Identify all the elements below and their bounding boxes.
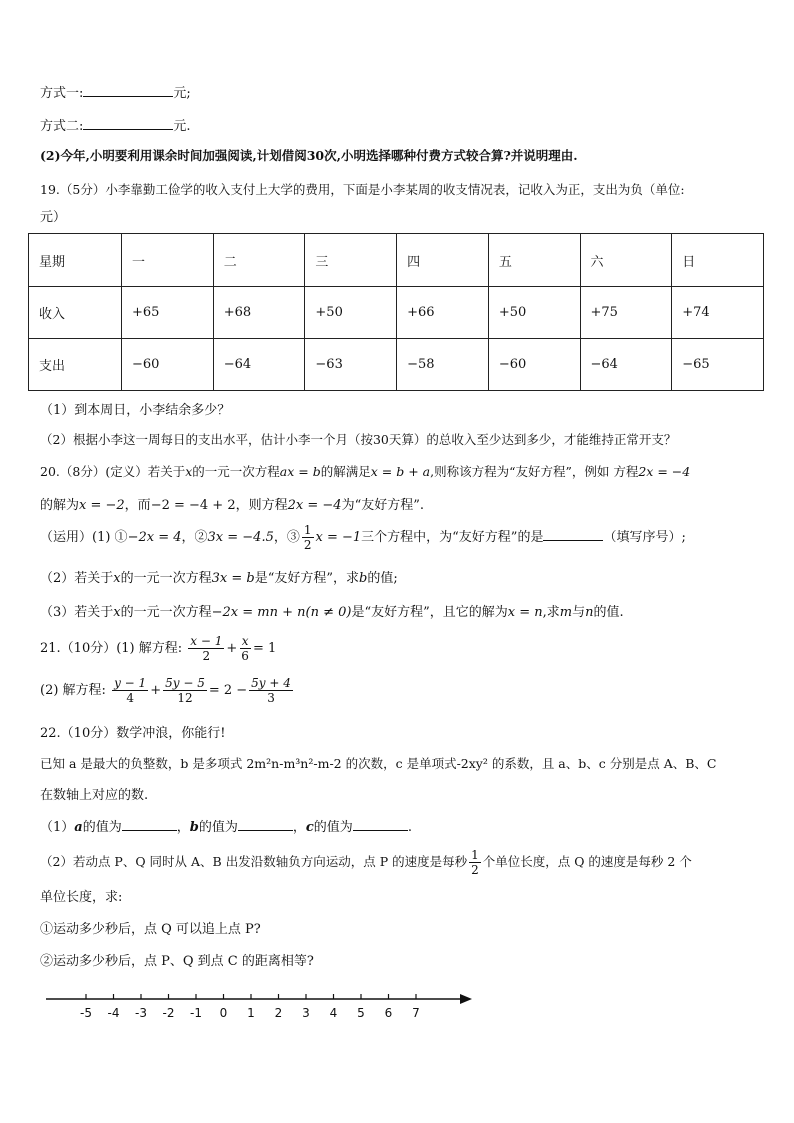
q19-part1: （1）到本周日，小李结余多少？ xyxy=(40,403,231,418)
text: ，③ xyxy=(273,530,300,545)
text: ，② xyxy=(181,530,208,545)
option2-label: 方式二: xyxy=(40,119,84,134)
math-eq: x = n xyxy=(507,605,543,620)
text: ,则称该方程为“友好方程”，例如 方程 xyxy=(430,464,639,479)
math-eq: x = −2 xyxy=(79,498,125,513)
q22-part2 xyxy=(40,848,692,877)
q19-stem-line1: 19.（5分）小李靠勤工俭学的收入支付上大学的费用，下面是小李某周的收支情况表，记收入为正，支出为负（单位: xyxy=(40,182,685,197)
fraction-numerator: 1 xyxy=(303,523,312,537)
math-eq: ax = b xyxy=(279,464,321,479)
q19-stem-line2: 元） xyxy=(40,210,67,225)
table-cell: −58 xyxy=(397,339,489,391)
fraction xyxy=(469,848,481,877)
q20-line4 xyxy=(40,567,398,586)
number-line-tick-label: -5 xyxy=(80,1006,92,1020)
number-line-tick-label: 7 xyxy=(412,1006,420,1020)
math-eq: −2x = 4 xyxy=(127,530,182,545)
number-line-tick-label: -2 xyxy=(162,1006,175,1020)
table-cell: 六 xyxy=(580,234,672,287)
table-cell: +50 xyxy=(488,287,580,339)
q20-line5 xyxy=(40,601,624,620)
q22-sub2: ②运动多少秒后，点 P、Q 到点 C 的距离相等? xyxy=(40,954,314,969)
number-line-tick-label: 1 xyxy=(247,1006,255,1020)
text: . xyxy=(407,820,412,835)
table-cell: 四 xyxy=(397,234,489,287)
text: ， xyxy=(292,820,306,835)
answer-blank[interactable] xyxy=(353,818,408,831)
math-var: c xyxy=(305,820,314,835)
text: ，则方程 xyxy=(235,498,288,513)
text: 的值为 xyxy=(82,820,122,835)
table-cell: −60 xyxy=(122,339,214,391)
answer-blank[interactable] xyxy=(543,528,603,541)
text: （填写序号）; xyxy=(603,530,686,545)
fraction-numerator: 5y + 4 xyxy=(251,676,291,690)
table-cell: 五 xyxy=(488,234,580,287)
table-cell: −64 xyxy=(213,339,305,391)
q22-title: 22.（10分）数学冲浪，你能行! xyxy=(40,726,226,741)
number-line-tick-label: 6 xyxy=(384,1006,393,1020)
math-eq: = 2 − xyxy=(208,683,248,698)
q19-part2: （2）根据小李这一周每日的支出水平，估计小李一个月（按30天算）的总收入至少达到多少，才能维持正常开支？ xyxy=(40,432,677,447)
text: 三个方程中，为“友好方程”的是 xyxy=(361,530,544,545)
table-cell: 日 xyxy=(672,234,764,287)
table-cell: −64 xyxy=(580,339,672,391)
table-row-label: 支出 xyxy=(29,339,122,391)
text: 的值为 xyxy=(198,820,238,835)
text: 的解满足 xyxy=(320,464,371,479)
q22-part1 xyxy=(40,816,412,835)
table-row-label: 星期 xyxy=(29,234,122,287)
fraction xyxy=(302,523,314,552)
text: 的值为 xyxy=(313,820,353,835)
text: 21.（10分）(1) 解方程: xyxy=(40,641,183,656)
table-cell: +50 xyxy=(305,287,397,339)
math-var: x xyxy=(113,605,121,620)
option2-blank[interactable] xyxy=(83,117,173,130)
table-row xyxy=(29,234,764,287)
text: （2）若关于 xyxy=(40,571,114,586)
fraction xyxy=(249,676,293,705)
fraction-denominator: 12 xyxy=(177,691,193,705)
math-eq: 3x = −4.5 xyxy=(207,530,274,545)
fraction-denominator: 6 xyxy=(241,649,249,663)
table-cell: −65 xyxy=(672,339,764,391)
math-var: x xyxy=(113,571,121,586)
income-expense-table xyxy=(28,233,764,391)
fraction xyxy=(188,634,224,663)
text: ， xyxy=(176,820,190,835)
number-line-tick-label: 4 xyxy=(329,1006,338,1020)
math-eq: 2x = −4 xyxy=(638,464,691,479)
number-line-tick-label: 0 xyxy=(219,1006,228,1020)
number-line-tick-label: 3 xyxy=(302,1006,310,1020)
table-cell: +74 xyxy=(672,287,764,339)
math-eq: x = b + a xyxy=(370,464,431,479)
math-var: m xyxy=(559,605,573,620)
text: 是“友好方程”，求 xyxy=(254,571,360,586)
text: 为“友好方程”. xyxy=(341,498,424,513)
text: 的值. xyxy=(593,605,624,620)
operator: + xyxy=(150,683,162,698)
table-cell: +65 xyxy=(122,287,214,339)
text: 的一元一次方程 xyxy=(192,464,280,479)
table-cell: +68 xyxy=(213,287,305,339)
text: 是“友好方程”，且它的解为 xyxy=(351,605,508,620)
q18-part2: (2)今年,小明要利用课余时间加强阅读,计划借阅30次,小明选择哪种付费方式较合算?并说明理由. xyxy=(40,148,578,163)
math-var: a xyxy=(74,820,83,835)
q20-line2 xyxy=(40,494,424,513)
q22-line1: 已知 a 是最大的负整数，b 是多项式 2m²n-m³n²-m-2 的次数，c 是单项式-2xy² 的系数，且 a、b、c 分别是点 A、B、C xyxy=(40,756,717,771)
fraction-numerator: y − 1 xyxy=(114,676,147,690)
option1-blank[interactable] xyxy=(83,84,173,97)
number-line-tick-label: -3 xyxy=(135,1006,147,1020)
number-line-tick-label: 2 xyxy=(274,1006,283,1020)
text: （2）若动点 P、Q 同时从 A、B 出发沿数轴负方向运动，点 P 的速度是每秒 xyxy=(40,854,468,869)
fraction-denominator: 2 xyxy=(303,538,312,552)
number-line-tick-label: -1 xyxy=(190,1006,202,1020)
fraction-numerator: 5y − 5 xyxy=(165,676,205,690)
operator: + xyxy=(226,641,238,656)
table-cell: 一 xyxy=(122,234,214,287)
option2-line xyxy=(40,115,191,134)
table-cell: +66 xyxy=(397,287,489,339)
math-eq: 3x = b xyxy=(211,571,255,586)
table-cell: 二 xyxy=(213,234,305,287)
q20-line3 xyxy=(40,523,686,552)
math-var: n xyxy=(585,605,594,620)
q20-line1 xyxy=(40,462,690,480)
q22-line2: 在数轴上对应的数. xyxy=(40,788,149,803)
option2-unit: 元. xyxy=(173,119,191,134)
q21-line2 xyxy=(40,676,295,705)
text: （1） xyxy=(40,820,75,835)
number-line xyxy=(40,985,480,1030)
math-eq: = 1 xyxy=(252,641,277,656)
text: 的解为 xyxy=(40,498,80,513)
table-row xyxy=(29,339,764,391)
text: 个单位长度，点 Q 的速度是每秒 2 个 xyxy=(482,854,692,869)
table-cell: +75 xyxy=(580,287,672,339)
fraction-denominator: 2 xyxy=(471,863,479,877)
option1-line xyxy=(40,82,191,101)
text: ，而 xyxy=(124,498,151,513)
text: 与 xyxy=(572,605,586,620)
text: （运用）(1) ① xyxy=(40,530,128,545)
q22-sub1: ①运动多少秒后，点 Q 可以追上点 P? xyxy=(40,922,261,937)
answer-blank[interactable] xyxy=(238,818,293,831)
math-var: b xyxy=(359,571,368,586)
q22-part2-line2: 单位长度，求: xyxy=(40,890,123,905)
table-row-label: 收入 xyxy=(29,287,122,339)
text: 的一元一次方程 xyxy=(120,571,212,586)
math-var: b xyxy=(189,820,199,835)
fraction-numerator: 1 xyxy=(471,848,479,862)
table-cell: −63 xyxy=(305,339,397,391)
table-cell: 三 xyxy=(305,234,397,287)
text: 的值; xyxy=(367,571,398,586)
number-line-tick-label: -4 xyxy=(107,1006,120,1020)
text: (2) 解方程: xyxy=(40,683,106,698)
text: 20.（8分）(定义）若关于 xyxy=(40,464,186,479)
fraction-numerator: x − 1 xyxy=(190,634,223,648)
option1-label: 方式一: xyxy=(40,86,84,101)
arrow-head-icon xyxy=(460,994,472,1004)
number-line-tick-label: 5 xyxy=(357,1006,365,1020)
math-eq: −2 = −4 + 2 xyxy=(150,498,236,513)
text: 的一元一次方程 xyxy=(120,605,212,620)
math-eq: −2x = mn + n(n ≠ 0) xyxy=(211,605,352,620)
fraction xyxy=(112,676,148,705)
math-eq: 2x = −4 xyxy=(287,498,342,513)
number-line-ticks xyxy=(80,994,420,1020)
table-cell: −60 xyxy=(488,339,580,391)
fraction-denominator: 3 xyxy=(267,691,275,705)
fraction xyxy=(163,676,207,705)
fraction-numerator: x xyxy=(241,634,249,648)
math-eq: x = −1 xyxy=(315,530,362,545)
answer-blank[interactable] xyxy=(122,818,177,831)
fraction xyxy=(239,634,251,663)
option1-unit: 元; xyxy=(173,86,191,101)
fraction-denominator: 2 xyxy=(202,649,211,663)
table-row xyxy=(29,287,764,339)
text: （3）若关于 xyxy=(40,605,114,620)
fraction-denominator: 4 xyxy=(126,691,134,705)
text: ,求 xyxy=(542,605,560,620)
q21-line1 xyxy=(40,634,276,663)
math-var: x xyxy=(185,464,193,479)
